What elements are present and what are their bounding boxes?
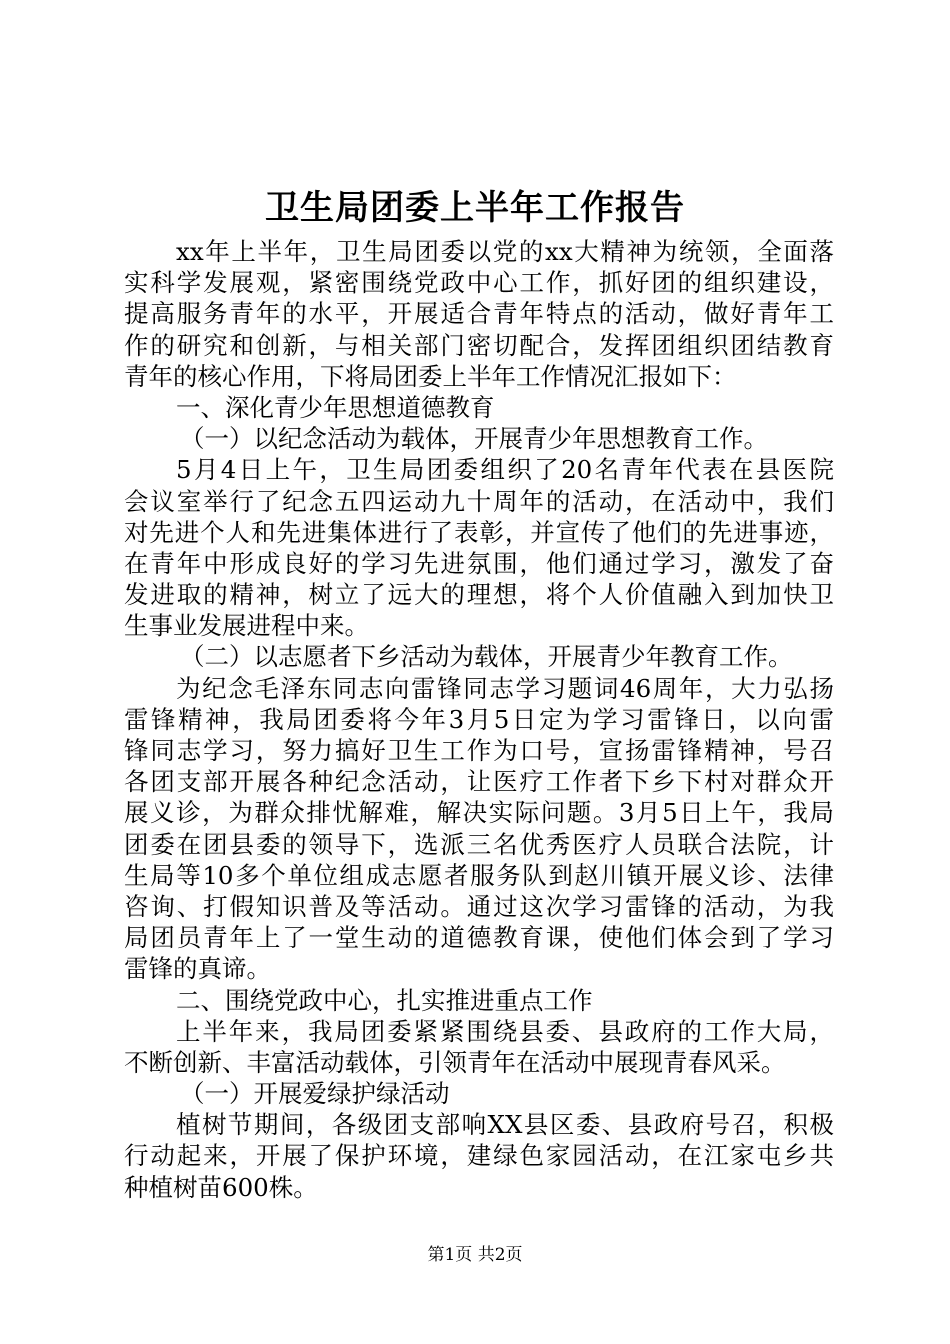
paragraph-line: 局团员青年上了一堂生动的道德教育课，使他们体会到了学习 [124, 923, 834, 953]
paragraph-line: 上半年来，我局团委紧紧围绕县委、县政府的工作大局， [176, 1016, 834, 1046]
page-footer: 第1页 共2页 [427, 1245, 523, 1265]
paragraph-line: 发进取的精神，树立了远大的理想，将个人价值融入到加快卫 [124, 580, 834, 610]
paragraph-line: 种植树苗600株。 [124, 1172, 318, 1202]
paragraph-line: 生局等10多个单位组成志愿者服务队到赵川镇开展义诊、法律 [124, 860, 834, 890]
paragraph-line: 植树节期间，各级团支部响XX县区委、县政府号召，积极 [176, 1110, 834, 1140]
paragraph-line: 锋同志学习，努力搞好卫生工作为口号，宣扬雷锋精神，号召 [124, 736, 834, 765]
paragraph-line: 雷锋精神，我局团委将今年3月5日定为学习雷锋日，以向雷 [124, 704, 834, 734]
paragraph-line: 在青年中形成良好的学习先进氛围，他们通过学习，激发了奋 [124, 548, 834, 578]
paragraph-line: 不断创新、丰富活动载体，引领青年在活动中展现青春风采。 [124, 1047, 786, 1077]
paragraph-line: 作的研究和创新，与相关部门密切配合，发挥团组织团结教育 [124, 330, 834, 360]
paragraph-line: 展义诊，为群众排忧解难，解决实际问题。3月5日上午，我局 [124, 798, 834, 828]
paragraph-line: 咨询、打假知识普及等活动。通过这次学习雷锋的活动，为我 [124, 891, 834, 921]
paragraph-line: 各团支部开展各种纪念活动，让医疗工作者下乡下村对群众开 [124, 767, 834, 797]
paragraph-line: 生事业发展进程中来。 [124, 611, 369, 641]
document-title: 卫生局团委上半年工作报告 [265, 188, 685, 228]
section-heading: 二、围绕党政中心，扎实推进重点工作 [176, 985, 593, 1015]
subsection-heading: （一）以纪念活动为载体，开展青少年思想教育工作。 [180, 424, 768, 454]
paragraph-line: 青年的核心作用，下将局团委上半年工作情况汇报如下： [124, 361, 737, 391]
paragraph-line: 行动起来，开展了保护环境，建绿色家园活动，在江家屯乡共 [124, 1141, 834, 1171]
paragraph-line: 实科学发展观，紧密围绕党政中心工作，抓好团的组织建设， [124, 268, 834, 298]
paragraph-line: 为纪念毛泽东同志向雷锋同志学习题词46周年，大力弘扬 [176, 673, 834, 703]
paragraph-line: 5月4日上午，卫生局团委组织了20名青年代表在县医院 [176, 455, 834, 485]
paragraph-line: xx年上半年，卫生局团委以党的xx大精神为统领，全面落 [176, 237, 834, 266]
paragraph-line: 提高服务青年的水平，开展适合青年特点的活动，做好青年工 [124, 299, 834, 329]
section-heading: 一、深化青少年思想道德教育 [176, 392, 495, 422]
paragraph-line: 雷锋的真谛。 [124, 954, 271, 984]
paragraph-line: 会议室举行了纪念五四运动九十周年的活动，在活动中，我们 [124, 486, 834, 516]
paragraph-line: 对先进个人和先进集体进行了表彰，并宣传了他们的先进事迹， [124, 517, 834, 547]
paragraph-line: 团委在团县委的领导下，选派三名优秀医疗人员联合法院，计 [124, 829, 834, 859]
document-body [124, 236, 834, 1203]
subsection-heading: （二）以志愿者下乡活动为载体，开展青少年教育工作。 [180, 642, 793, 672]
subsection-heading: （一）开展爱绿护绿活动 [180, 1079, 450, 1109]
